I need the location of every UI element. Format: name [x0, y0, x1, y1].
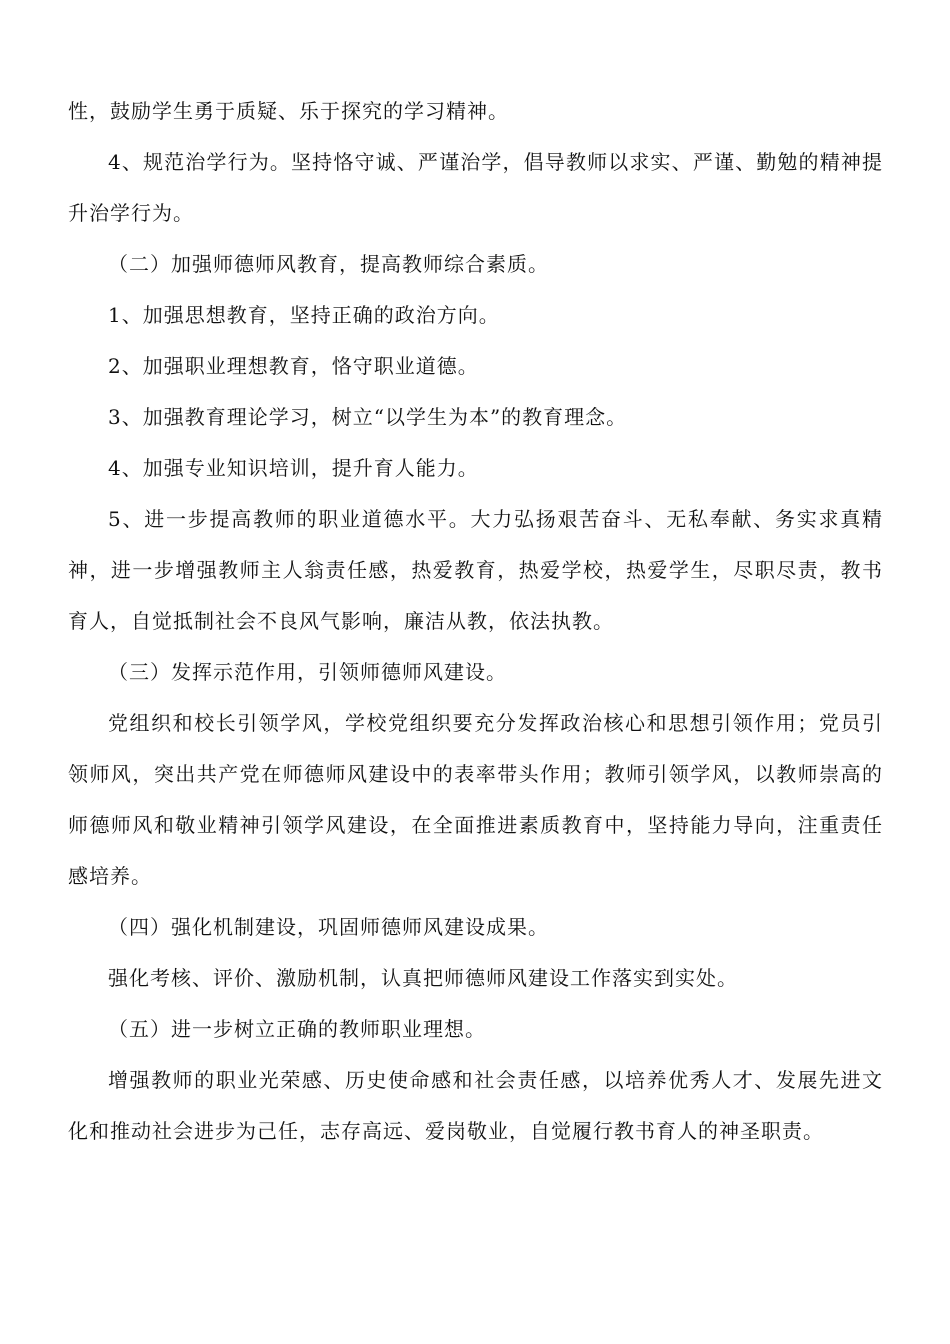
section-heading-3: （三）发挥示范作用，引领师德师风建设。	[108, 660, 507, 684]
section-heading-5: （五）进一步树立正确的教师职业理想。	[108, 1017, 486, 1041]
paragraph-item-3: 3、加强教育理论学习，树立“以学生为本”的教育理念。	[108, 405, 628, 429]
paragraph-item-2: 2、加强职业理想教育，恪守职业道德。	[108, 354, 479, 378]
paragraph-ideals: 增强教师的职业光荣感、历史使命感和社会责任感，以培养优秀人才、发展先进文化和推动社会进步为己任，志存高远、爱岗敬业，自觉履行教书育人的神圣职责。	[68, 1068, 883, 1143]
document-body	[68, 86, 883, 1157]
paragraph-item-1: 1、加强思想教育，坚持正确的政治方向。	[108, 303, 500, 327]
paragraph-continuation: 性，鼓励学生勇于质疑、乐于探究的学习精神。	[68, 99, 509, 123]
paragraph-item-4-conduct: 4、规范治学行为。坚持恪守诚、严谨治学，倡导教师以求实、严谨、勤勉的精神提升治学行为。	[68, 150, 883, 225]
paragraph-item-5: 5、进一步提高教师的职业道德水平。大力弘扬艰苦奋斗、无私奉献、务实求真精神，进一步增强教师主人翁责任感，热爱教育，热爱学校，热爱学生，尽职尽责，教书育人，自觉抵制社会不良风气影响，廉洁从教，依法执教。	[68, 507, 883, 633]
paragraph-item-4: 4、加强专业知识培训，提升育人能力。	[108, 456, 479, 480]
section-heading-2: （二）加强师德师风教育，提高教师综合素质。	[108, 252, 549, 276]
paragraph-leadership: 党组织和校长引领学风，学校党组织要充分发挥政治核心和思想引领作用；党员引领师风，突出共产党在师德师风建设中的表率带头作用；教师引领学风，以教师崇高的师德师风和敬业精神引领学风建设，在全面推进素质教育中，坚持能力导向，注重责任感培养。	[68, 711, 883, 888]
paragraph-mechanism: 强化考核、评价、激励机制，认真把师德师风建设工作落实到实处。	[108, 966, 738, 990]
section-heading-4: （四）强化机制建设，巩固师德师风建设成果。	[108, 915, 549, 939]
